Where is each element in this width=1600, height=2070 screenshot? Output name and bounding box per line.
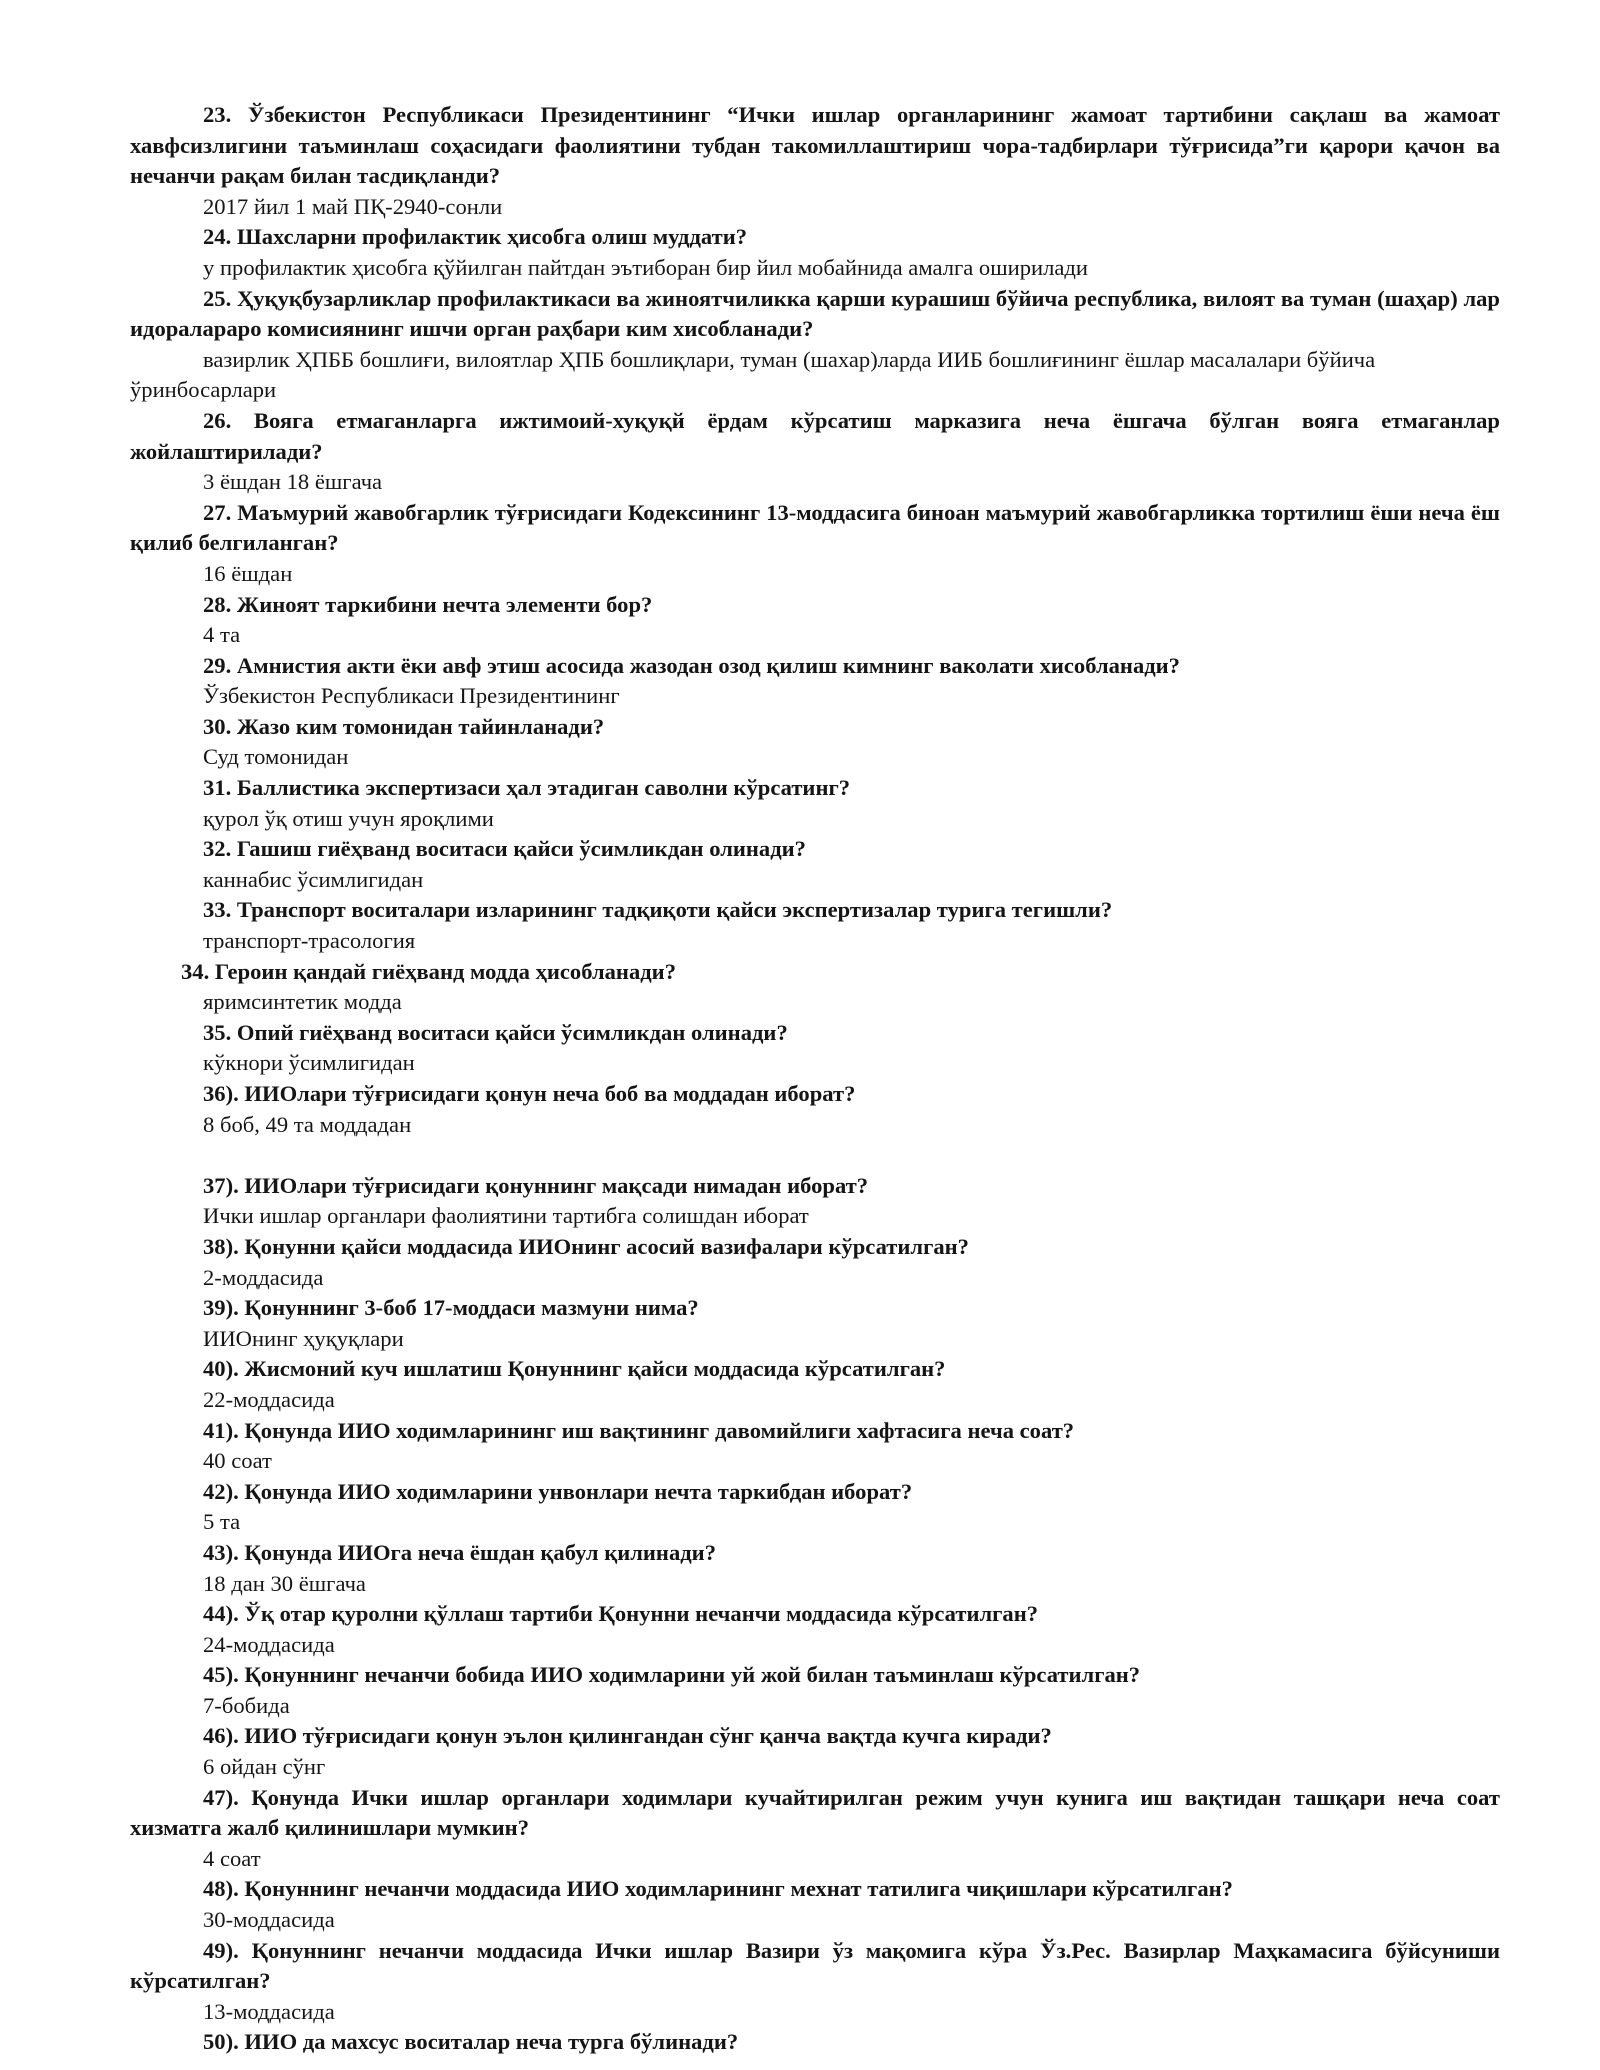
answer-34: яримсинтетик модда [203, 989, 402, 1015]
answer-43: 18 дан 30 ёшгача [203, 1570, 366, 1596]
question-23: 23. Ўзбекистон Республикаси Президентининг “Ички ишлар органларининг жамоат тартибини сақлаш ва жамоат хавфсизлигини таъминлаш соҳасидаги фаолиятини тубдан такомиллаштириш чора-тадбирлари тўғрисида”ги қарори қачон ва нечанчи рақам билан тасдиқланди? [130, 102, 1500, 189]
question-41: 41). Қонунда ИИО ходимларининг иш вақтининг давомийлиги хафтасига неча соат? [203, 1417, 1075, 1443]
question-48: 48). Қонуннинг нечанчи моддасида ИИО ходимларининг мехнат татилига чиқишлари кўрсатилган? [203, 1876, 1233, 1902]
question-32: 32. Гашиш гиёҳванд воситаси қайси ўсимликдан олинади? [203, 836, 806, 862]
question-25: 25. Ҳуқуқбузарликлар профилактикаси ва жиноятчиликка қарши курашиш бўйича республика, вилоят ва туман (шаҳар) лар идоралараро комисиянинг ишчи орган раҳбари ким хисобланади? [130, 285, 1500, 342]
document-page [130, 100, 1500, 2058]
answer-39: ИИОнинг ҳуқуқлари [203, 1325, 404, 1351]
question-29: 29. Амнистия акти ёки авф этиш асосида жазодан озод қилиш кимнинг ваколати хисобланади? [203, 652, 1180, 678]
answer-46: 6 ойдан сўнг [203, 1754, 326, 1780]
answer-48: 30-моддасида [203, 1907, 335, 1933]
answer-40: 22-моддасида [203, 1386, 335, 1412]
blank-line [130, 1140, 1500, 1171]
answer-29: Ўзбекистон Республикаси Президентининг [203, 683, 620, 709]
question-28: 28. Жиноят таркибини нечта элементи бор? [203, 591, 653, 617]
question-46: 46). ИИО тўғрисидаги қонун эълон қилингандан сўнг қанча вақтда кучга киради? [203, 1723, 1052, 1749]
question-34: 34. Героин қандай гиёҳванд модда ҳисобланади? [181, 958, 676, 984]
answer-38: 2-моддасида [203, 1264, 324, 1290]
question-24: 24. Шахсларни профилактик ҳисобга олиш муддати? [203, 224, 748, 250]
question-50: 50). ИИО да махсус воситалар неча турга бўлинади? [203, 2029, 739, 2055]
answer-35: кўкнори ўсимлигидан [203, 1050, 415, 1076]
answer-44: 24-моддасида [203, 1631, 335, 1657]
answer-26: 3 ёшдан 18 ёшгача [203, 469, 383, 495]
question-37: 37). ИИОлари тўғрисидаги қонуннинг мақсади нимадан иборат? [203, 1172, 869, 1198]
answer-41: 40 соат [203, 1448, 272, 1474]
question-38: 38). Қонунни қайси моддасида ИИОнинг асосий вазифалари кўрсатилган? [203, 1233, 969, 1259]
question-44: 44). Ўқ отар қуролни қўллаш тартиби Қонунни нечанчи моддасида кўрсатилган? [203, 1601, 1039, 1627]
question-40: 40). Жисмоний куч ишлатиш Қонуннинг қайси моддасида кўрсатилган? [203, 1356, 946, 1382]
answer-47: 4 соат [203, 1845, 261, 1871]
answer-25: вазирлик ҲПББ бошлиғи, вилоятлар ҲПБ бошлиқлари, туман (шахар)ларда ИИБ бошлиғининг ёшлар масалалари бўйича ўринбосарлари [130, 346, 1376, 403]
question-42: 42). Қонунда ИИО ходимларини унвонлари нечта таркибдан иборат? [203, 1478, 913, 1504]
answer-30: Суд томонидан [203, 744, 349, 770]
question-31: 31. Баллистика экспертизаси ҳал этадиган саволни кўрсатинг? [203, 775, 851, 801]
answer-33: транспорт-трасология [203, 928, 416, 954]
answer-27: 16 ёшдан [203, 560, 293, 586]
answer-24: у профилактик ҳисобга қўйилган пайтдан эътиборан бир йил мобайнида амалга оширилади [203, 254, 1088, 280]
answer-45: 7-бобида [203, 1692, 290, 1718]
question-26: 26. Вояга етмаганларга ижтимоий-хуқуқй ёрдам кўрсатиш марказига неча ёшгача бўлган вояга етмаганлар жойлаштирилади? [130, 407, 1500, 464]
question-47: 47). Қонунда Ички ишлар органлари ходимлари кучайтирилган режим учун кунига иш вақтидан ташқари неча соат хизматга жалб қилинишлари мумкин? [130, 1784, 1500, 1841]
answer-36: 8 боб, 49 та моддадан [203, 1111, 412, 1137]
answer-42: 5 та [203, 1509, 241, 1535]
question-33: 33. Транспорт воситалари изларининг тадқиқоти қайси экспертизалар турига тегишли? [203, 897, 1113, 923]
question-49: 49). Қонуннинг нечанчи моддасида Ички ишлар Вазири ўз мақомига кўра Ўз.Рес. Вазирлар Маҳкамасига бўйсуниши кўрсатилган? [130, 1937, 1500, 1994]
answer-49: 13-моддасида [203, 1998, 335, 2024]
question-43: 43). Қонунда ИИОга неча ёшдан қабул қилинади? [203, 1539, 716, 1565]
question-36: 36). ИИОлари тўғрисидаги қонун неча боб ва моддадан иборат? [203, 1081, 856, 1106]
question-27: 27. Маъмурий жавобгарлик тўғрисидаги Кодексининг 13-моддасига биноан маъмурий жавобгарликка тортилиш ёши неча ёш қилиб белгиланган? [130, 499, 1500, 556]
question-35: 35. Опий гиёҳванд воситаси қайси ўсимликдан олинади? [203, 1019, 788, 1045]
answer-23: 2017 йил 1 май ПҚ-2940-сонли [203, 193, 503, 219]
answer-32: каннабис ўсимлигидан [203, 866, 424, 892]
answer-37: Ички ишлар органлари фаолиятини тартибга солишдан иборат [203, 1203, 809, 1229]
question-45: 45). Қонуннинг нечанчи бобида ИИО ходимларини уй жой билан таъминлаш кўрсатилган? [203, 1662, 1141, 1688]
answer-28: 4 та [203, 622, 241, 648]
question-30: 30. Жазо ким томонидан тайинланади? [203, 713, 605, 739]
question-39: 39). Қонуннинг 3-боб 17-моддаси мазмуни нима? [203, 1295, 699, 1321]
answer-31: қурол ўқ отиш учун яроқлими [203, 805, 494, 831]
